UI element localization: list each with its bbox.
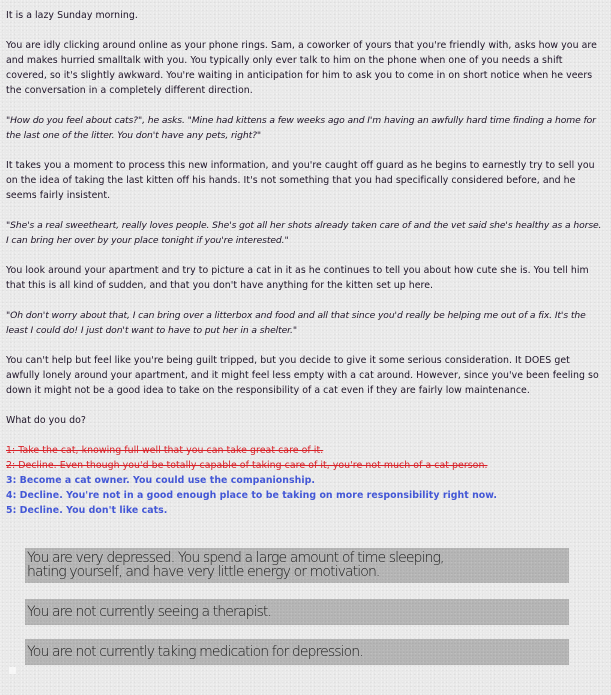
story-quote-litterbox: "Oh don't worry about that, I can bring over a litterbox and food and all that since you'd really be helping me out of a fix. It's the least I could do! I just don't want to have to put her in a shelter." <box>6 310 586 336</box>
story-quote-sweetheart: "She's a real sweetheart, really loves people. She's got all her shots already taken care of and the vet said she's healthy as a horse. I can bring her over by your place tonight if you're interested." <box>6 220 602 246</box>
status-therapy-box <box>25 599 569 625</box>
status-depression-box <box>25 548 569 583</box>
choice-5-link[interactable]: 5: Decline. You don't like cats. <box>6 505 168 516</box>
choice-4-link[interactable]: 4: Decline. You're not in a good enough place to be taking on more responsibility right now. <box>6 490 498 501</box>
story-paragraph-phone-call: You are idly clicking around online as your phone rings. Sam, a coworker of yours that you're friendly with, asks how you are and makes hurried smalltalk with you. You typically only ever talk to him on the phone when one of you needs a shift covered, so it's slightly awkward. You're waiting in anticipation for him to ask you to come in on short notice when he veers the conversation in a completely different direction. <box>6 40 597 96</box>
status-medication-box <box>25 639 569 665</box>
choice-1-disabled: 1: Take the cat, knowing full well that you can take great care of it. <box>6 445 324 456</box>
story-paragraph-guilt-tripped: You can't help but feel like you're being guilt tripped, but you decide to give it some serious consideration. It DOES get awfully lonely around your apartment, and it might feel less empty with a cat around. However, since you've been feeling so down it might not be a good idea to take on the responsibility of a cat even if they are fairly low maintenance. <box>6 355 599 396</box>
choice-list <box>6 443 606 518</box>
story-quote-cats-question: "How do you feel about cats?", he asks. "Mine had kittens a few weeks ago and I'm having an awfully hard time finding a home for the last one of the litter. You don't have any pets, right?" <box>6 115 596 141</box>
story-paragraph-intro: It is a lazy Sunday morning. <box>6 10 138 21</box>
story-paragraph-caught-off-guard: It takes you a moment to process this new information, and you're caught off guard as he begins to earnestly try to sell you on the idea of taking the last kitten off his hands. It's not something that you had specifically considered before, and he seems fairly insistent. <box>6 160 595 201</box>
choice-3-link[interactable]: 3: Become a cat owner. You could use the companionship. <box>6 475 316 486</box>
story-prompt: What do you do? <box>6 415 86 426</box>
status-medication-text: You are not currently taking medication for depression. <box>27 644 363 660</box>
status-depression-line-2: hating yourself, and have very little energy or motivation. <box>27 564 380 580</box>
story-content <box>6 8 606 518</box>
choice-2-disabled: 2: Decline. Even though you'd be totally capable of taking care of it, you're not much of a cat person. <box>6 460 488 471</box>
corner-marker <box>9 667 16 674</box>
status-depression-line-1: You are very depressed. You spend a large amount of time sleeping, <box>27 550 444 566</box>
story-paragraph-look-around: You look around your apartment and try to picture a cat in it as he continues to tell you about how cute she is. You tell him that this is all kind of sudden, and that you don't have anything for the kitten set up here. <box>6 265 589 291</box>
status-therapy-text: You are not currently seeing a therapist. <box>27 604 272 620</box>
